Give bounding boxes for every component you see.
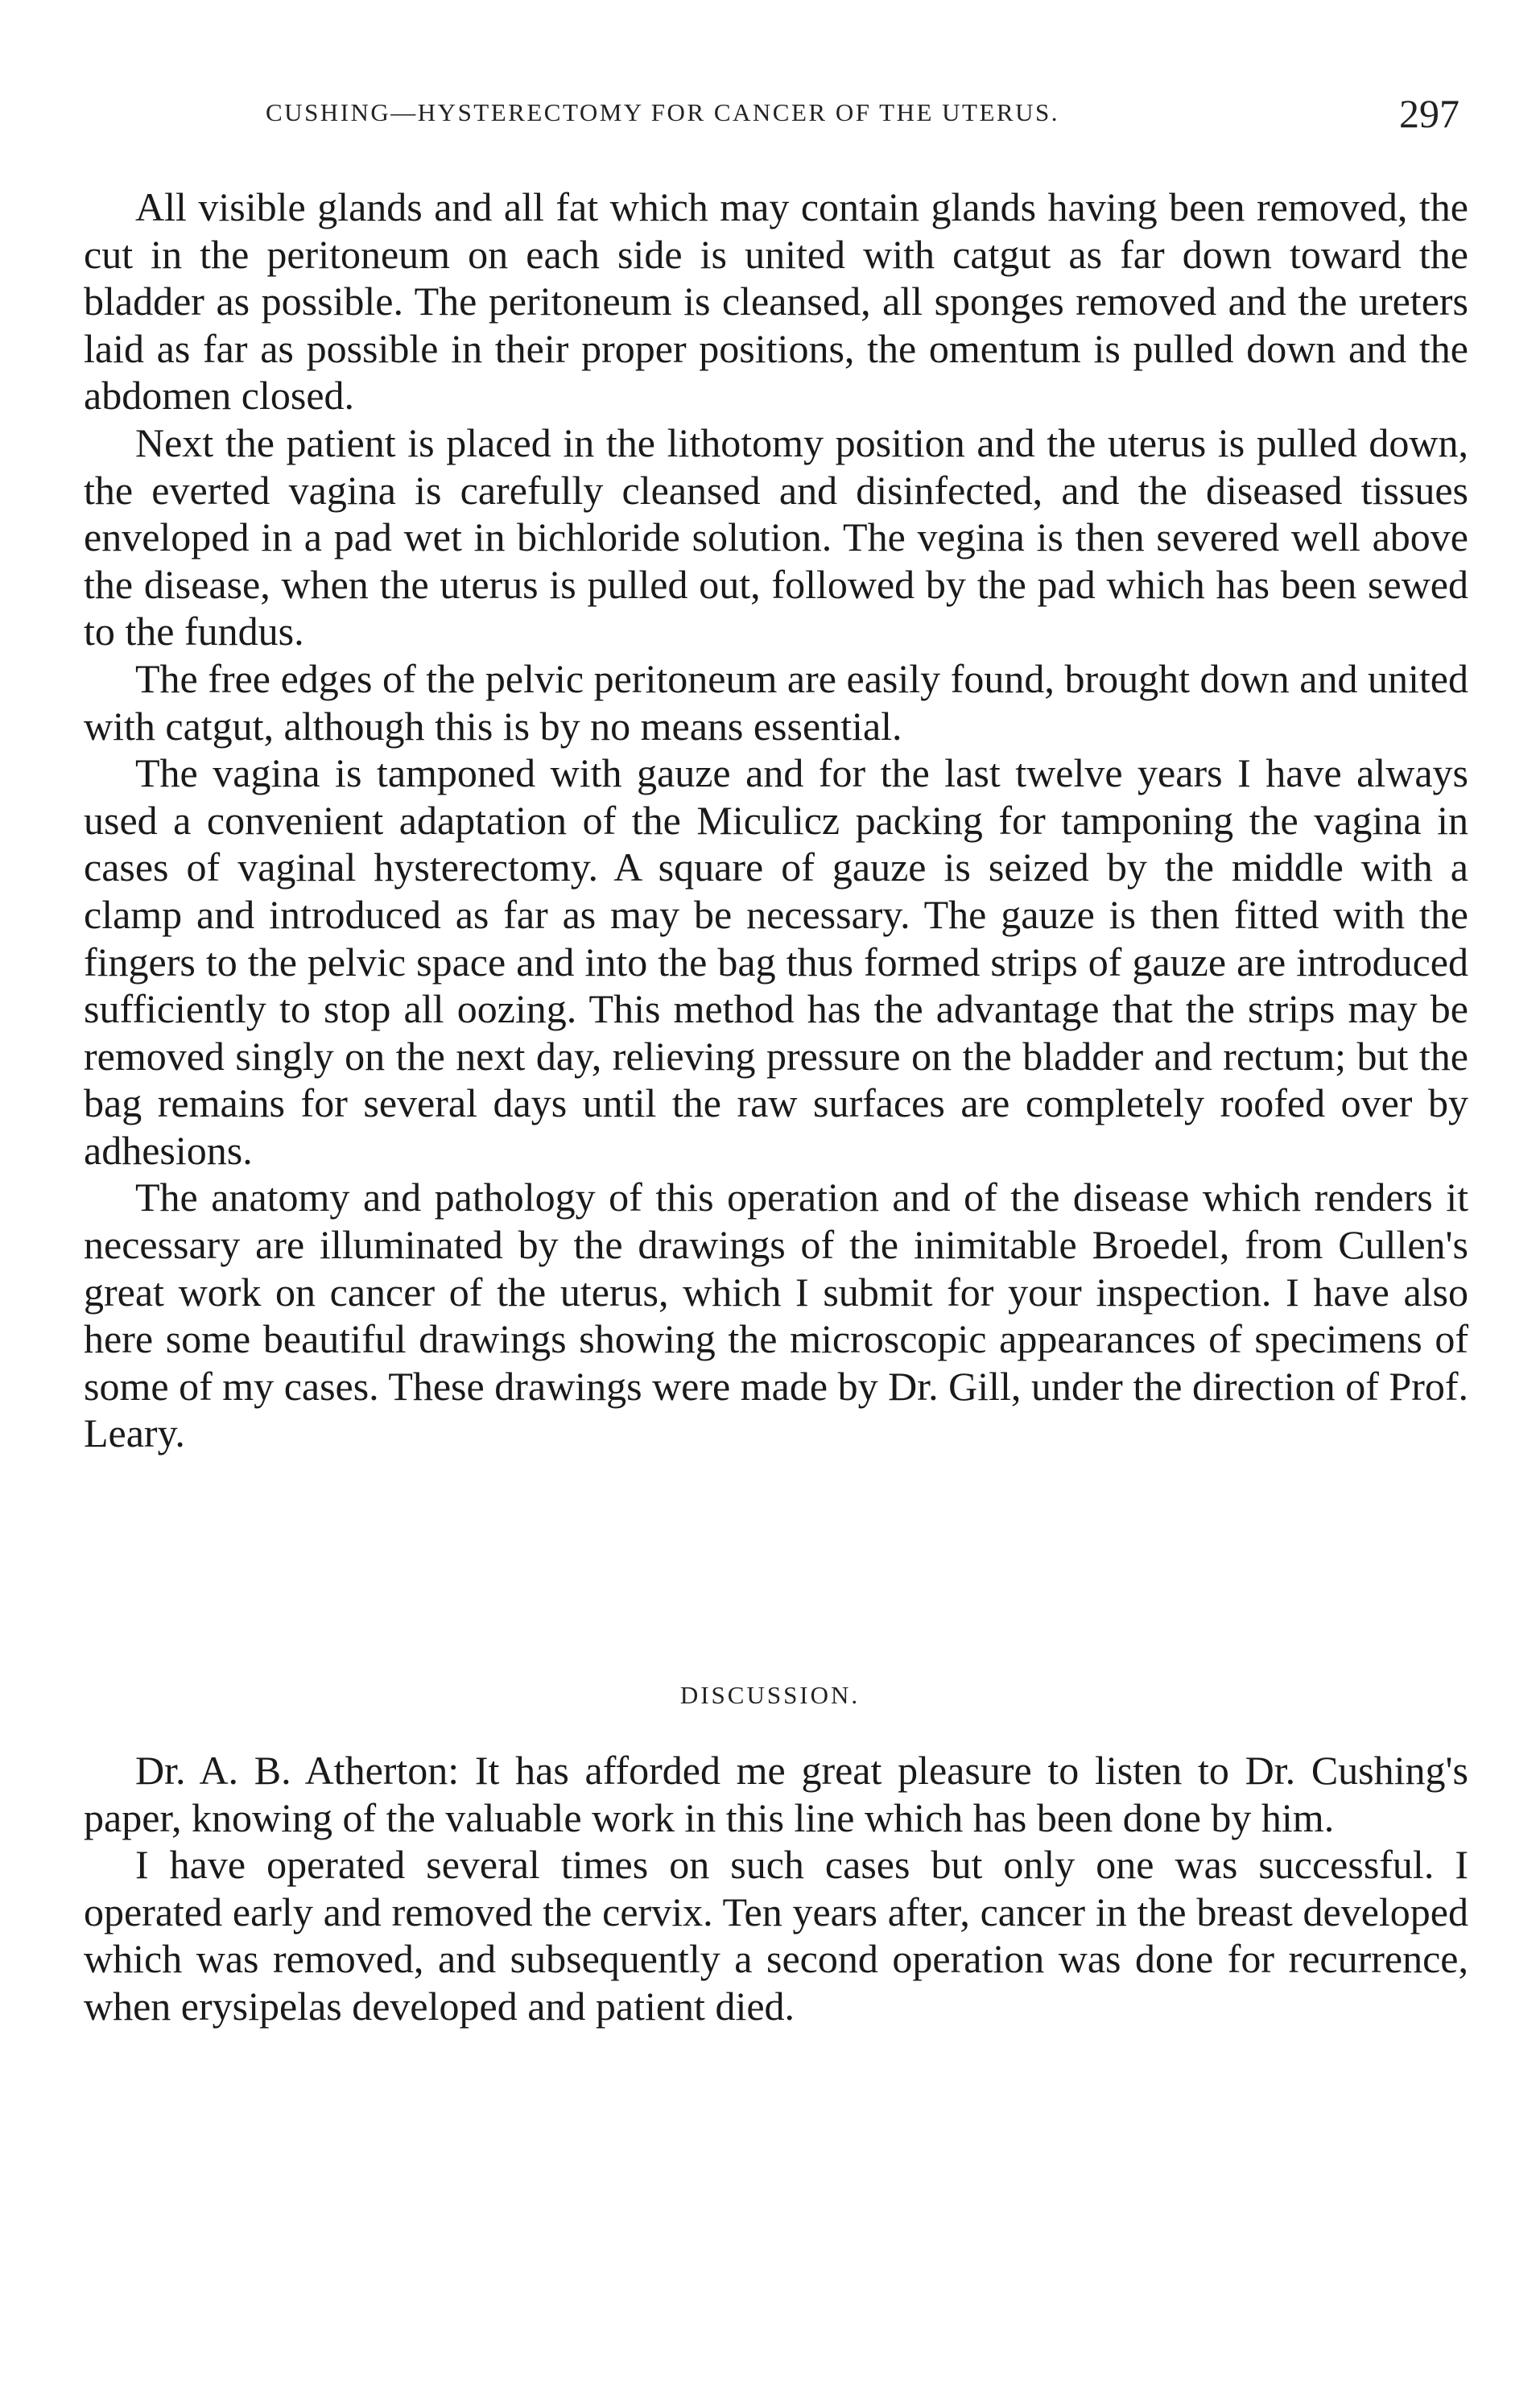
paragraph: I have operated several times on such cases but only one was successful. I operated early and removed the cervix. Ten years after, cancer in the breast developed which was removed, and subsequently a second operation was done for recurrence, when erysipelas developed and patient died. [84, 1842, 1468, 2029]
paragraph: The anatomy and pathology of this operation and of the disease which renders it necessary are illuminated by the drawings of the inimitable Broedel, from Cullen's great work on cancer of the uterus, which I submit for your inspection. I have also here some beautiful drawings showing the microscopic appearances of specimens of some of my cases. These drawings were made by Dr. Gill, under the direction of Prof. Leary. [84, 1175, 1468, 1456]
discussion-body [84, 1747, 1468, 2030]
paragraph: The vagina is tamponed with gauze and for the last twelve years I have always used a convenient adaptation of the Miculicz packing for tamponing the vagina in cases of vaginal hysterectomy. A square of gauze is seized by the middle with a clamp and introduced as far as may be necessary. The gauze is then fitted with the fingers to the pelvic space and into the bag thus formed strips of gauze are introduced sufficiently to stop all oozing. This method has the advantage that the strips may be removed singly on the next day, relieving pressure on the bladder and rectum; but the bag remains for several days until the raw surfaces are completely roofed over by adhesions. [84, 750, 1468, 1173]
discussion-heading: DISCUSSION. [679, 1681, 861, 1709]
paragraph: Next the patient is placed in the lithotomy position and the uterus is pulled down, the everted vagina is carefully cleansed and disinfected, and the diseased tissues enveloped in a pad wet in bichloride solution. The vegina is then severed well above the disease, when the uterus is pulled out, followed by the pad which has been sewed to the fundus. [84, 419, 1468, 654]
page-number: 297 [1399, 91, 1459, 136]
article-body [84, 184, 1468, 1457]
paragraph: The free edges of the pelvic peritoneum are easily found, brought down and united with catgut, although this is by no means essential. [84, 655, 1468, 749]
paragraph: All visible glands and all fat which may contain glands having been removed, the cut in the peritoneum on each side is united with catgut as far down toward the bladder as possible. The peritoneum is cleansed, all sponges removed and the ureters laid as far as possible in their proper positions, the omentum is pulled down and the abdomen closed. [84, 184, 1468, 419]
paragraph: Dr. A. B. Atherton: It has afforded me great pleasure to listen to Dr. Cushing's paper, knowing of the valuable work in this line which has been done by him. [84, 1748, 1468, 1840]
running-head: CUSHING—HYSTERECTOMY FOR CANCER OF THE UTERUS. [266, 98, 1059, 126]
